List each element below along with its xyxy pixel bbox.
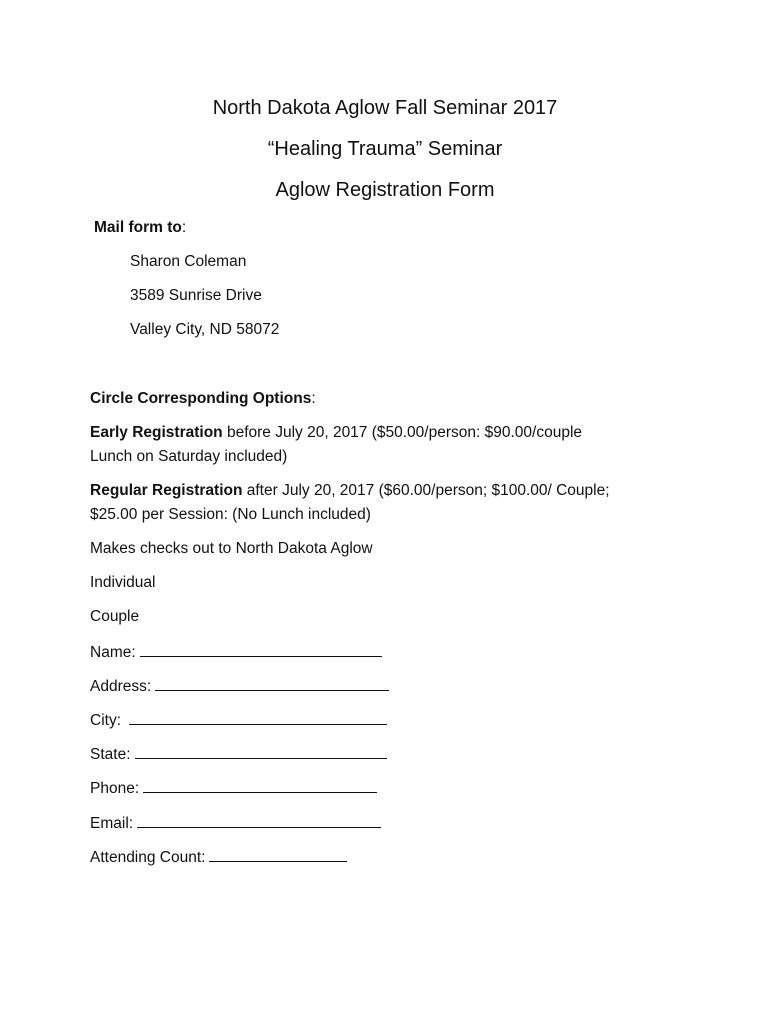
- early-registration-option: [90, 423, 582, 443]
- early-registration-details-cont: Lunch on Saturday included): [90, 448, 288, 465]
- attending-count-field: [90, 847, 347, 868]
- checks-payable-note: Makes checks out to North Dakota Aglow: [90, 540, 373, 557]
- mail-form-label-text: Mail form to: [94, 219, 182, 236]
- state-field-label: State:: [90, 746, 131, 763]
- address-field-label: Address:: [90, 678, 152, 695]
- email-field-blank[interactable]: [137, 813, 381, 828]
- city-field-label: City:: [90, 712, 121, 729]
- form-title: Aglow Registration Form: [275, 179, 495, 201]
- address-field-blank[interactable]: [155, 676, 389, 691]
- mail-street-address: 3589 Sunrise Drive: [130, 287, 262, 304]
- phone-field-label: Phone:: [90, 780, 140, 797]
- attending-count-label: Attending Count:: [90, 849, 206, 866]
- state-field-blank[interactable]: [135, 744, 387, 759]
- state-field: [90, 744, 387, 765]
- city-field-blank[interactable]: [129, 710, 387, 725]
- mail-form-label-colon: :: [181, 219, 187, 236]
- mail-form-label: [94, 218, 186, 238]
- address-field: [90, 676, 389, 697]
- regular-registration-details-cont: $25.00 per Session: (No Lunch included): [90, 506, 371, 523]
- option-individual[interactable]: Individual: [90, 574, 156, 591]
- options-heading-text: Circle Corresponding Options: [90, 390, 312, 407]
- option-couple[interactable]: Couple: [90, 608, 140, 625]
- name-field: [90, 642, 382, 663]
- options-heading-colon: :: [311, 390, 316, 407]
- phone-field-blank[interactable]: [143, 778, 377, 793]
- early-registration-details: before July 20, 2017 ($50.00/person: $90.00/couple: [222, 424, 583, 441]
- city-field: [90, 710, 387, 731]
- name-field-blank[interactable]: [140, 642, 382, 657]
- early-registration-label: Early Registration: [90, 424, 223, 441]
- regular-registration-label: Regular Registration: [90, 482, 243, 499]
- mail-recipient-name: Sharon Coleman: [130, 253, 247, 270]
- name-field-label: Name:: [90, 644, 136, 661]
- attending-count-blank[interactable]: [209, 847, 347, 862]
- regular-registration-option: [90, 481, 610, 501]
- seminar-subtitle: “Healing Trauma” Seminar: [267, 138, 503, 160]
- page-title: North Dakota Aglow Fall Seminar 2017: [212, 97, 558, 119]
- email-field: [90, 813, 381, 834]
- phone-field: [90, 778, 377, 799]
- mail-city-state-zip: Valley City, ND 58072: [130, 321, 280, 338]
- regular-registration-details: after July 20, 2017 ($60.00/person; $100.00/ Couple;: [242, 482, 610, 499]
- options-heading: [90, 389, 316, 409]
- email-field-label: Email:: [90, 815, 134, 832]
